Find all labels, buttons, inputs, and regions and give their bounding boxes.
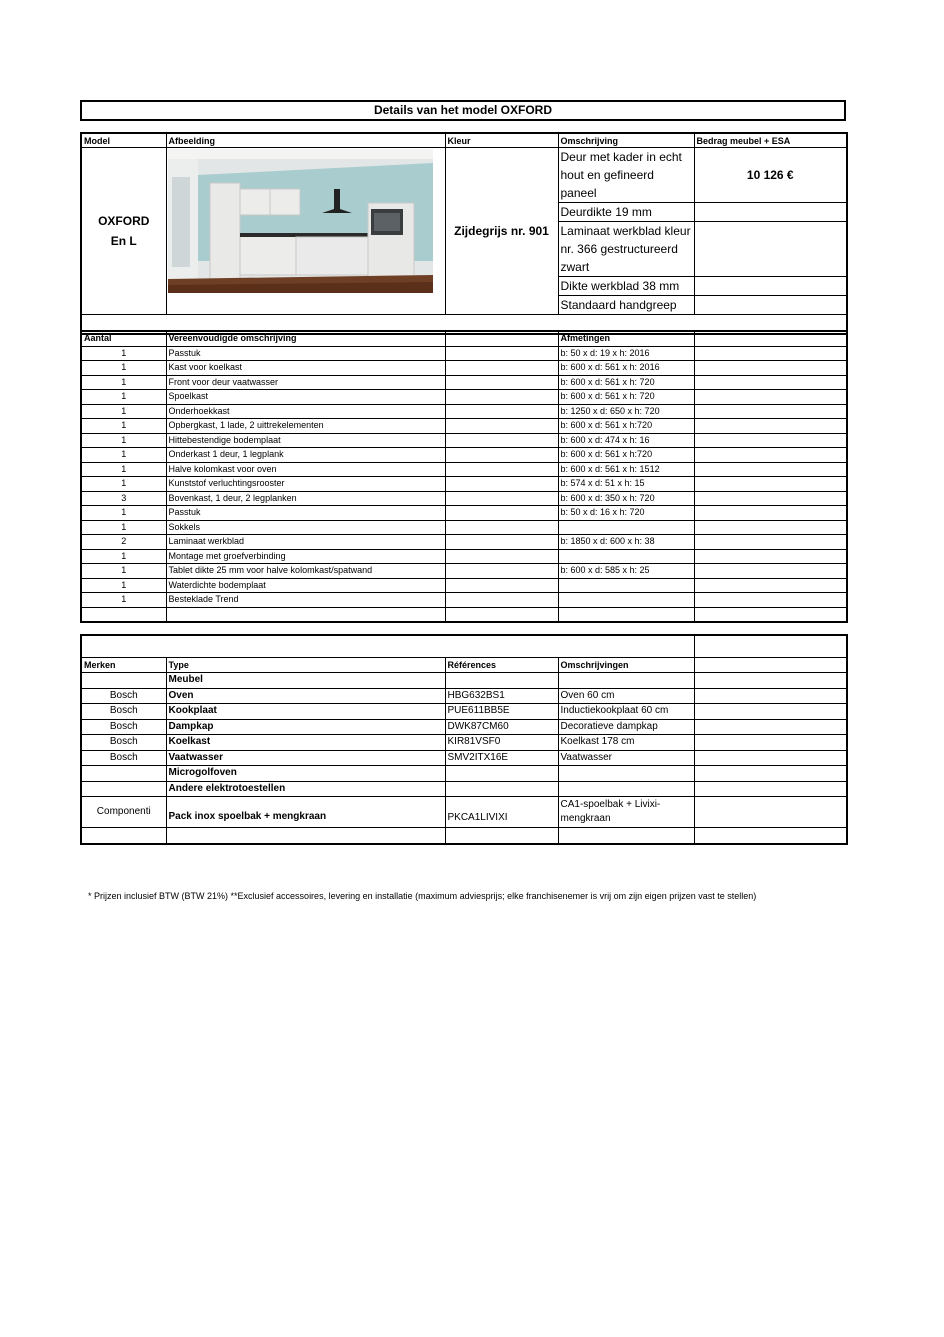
empty-cell: [694, 704, 847, 720]
item-dimensions: b: 574 x d: 51 x h: 15: [558, 477, 694, 492]
empty-cell: [445, 361, 558, 376]
item-dimensions: [558, 593, 694, 608]
empty-cell: [694, 564, 847, 579]
component-description-line: mengkraan: [560, 813, 611, 824]
footnote: * Prijzen inclusief BTW (BTW 21%) **Exclusief accessoires, levering en installatie (maximum adviesprijs; elke franchisenemer is vrij om zijn eigen prijzen vast te stellen): [88, 891, 757, 901]
empty-cell: [445, 564, 558, 579]
empty-cell: [694, 361, 847, 376]
header-model: Model: [81, 133, 166, 148]
table-row: [81, 419, 847, 434]
empty-cell: [445, 491, 558, 506]
table-row: [81, 361, 847, 376]
table-row: [81, 607, 847, 622]
empty-cell: [694, 593, 847, 608]
description-door: Deur met kader in echt hout en gefineerd paneel: [558, 148, 694, 203]
empty-cell: [445, 433, 558, 448]
item-quantity: 1: [81, 375, 166, 390]
item-description: Bovenkast, 1 deur, 2 legplanken: [166, 491, 445, 506]
empty-cell: [445, 535, 558, 550]
empty-cell: [694, 688, 847, 704]
item-description: Montage met groefverbinding: [166, 549, 445, 564]
price-cell: 10 126 €: [694, 148, 847, 203]
appliance-reference: PUE611BB5E: [445, 704, 558, 720]
appliance-type: Vaatwasser: [166, 750, 445, 766]
item-dimensions: b: 600 x d: 474 x h: 16: [558, 433, 694, 448]
empty-cell: [445, 593, 558, 608]
item-dimensions: b: 50 x d: 19 x h: 2016: [558, 346, 694, 361]
appliance-description: Inductiekookplaat 60 cm: [558, 704, 694, 720]
empty-cell: [694, 419, 847, 434]
item-quantity: 2: [81, 535, 166, 550]
item-dimensions: [558, 578, 694, 593]
header-empty: [694, 331, 847, 346]
empty-cell: [445, 828, 558, 844]
empty-cell: [694, 506, 847, 521]
table-row: [81, 781, 847, 797]
header-simplified-description: Vereenvoudigde omschrijving: [166, 331, 445, 346]
appliance-type: Kookplaat: [166, 704, 445, 720]
color-cell: Zijdegrijs nr. 901: [445, 148, 558, 315]
item-description: Hittebestendige bodemplaat: [166, 433, 445, 448]
item-description: Onderhoekkast: [166, 404, 445, 419]
table-row: [81, 491, 847, 506]
table-row: [81, 448, 847, 463]
component-reference: PKCA1LIVIXI: [445, 797, 558, 828]
item-description: Spoelkast: [166, 390, 445, 405]
header-references: Références: [445, 657, 558, 673]
item-description: Passtuk: [166, 346, 445, 361]
table-row: [81, 477, 847, 492]
empty-cell: [694, 549, 847, 564]
empty-cell: [445, 404, 558, 419]
empty-cell: [694, 375, 847, 390]
header-price: Bedrag meubel + ESA: [694, 133, 847, 148]
model-name: OXFORD: [98, 214, 150, 228]
appliance-brand: Bosch: [81, 750, 166, 766]
appliance-type: Microgolfoven: [166, 766, 445, 782]
item-quantity: 1: [81, 419, 166, 434]
empty-cell: [81, 828, 166, 844]
table-row: [81, 390, 847, 405]
item-description: Onderkast 1 deur, 1 legplank: [166, 448, 445, 463]
empty-cell: [694, 448, 847, 463]
empty-cell: [694, 404, 847, 419]
model-name-cell: [81, 148, 166, 315]
appliances-table: [80, 634, 848, 845]
appliance-type: Dampkap: [166, 719, 445, 735]
item-description: Besteklade Trend: [166, 593, 445, 608]
empty-cell: [445, 607, 558, 622]
item-dimensions: b: 600 x d: 561 x h: 720: [558, 375, 694, 390]
empty-cell: [694, 462, 847, 477]
item-description: Halve kolomkast voor oven: [166, 462, 445, 477]
table-row: [81, 719, 847, 735]
appliance-reference: [445, 781, 558, 797]
empty-cell: [694, 635, 847, 657]
header-descriptions: Omschrijvingen: [558, 657, 694, 673]
empty-cell: [694, 578, 847, 593]
item-description: Passtuk: [166, 506, 445, 521]
appliance-description: [558, 673, 694, 689]
empty-cell: [694, 477, 847, 492]
header-dimensions: Afmetingen: [558, 331, 694, 346]
appliance-type: Meubel: [166, 673, 445, 689]
item-dimensions: b: 600 x d: 561 x h: 720: [558, 390, 694, 405]
table-row: [81, 704, 847, 720]
appliance-description: Koelkast 178 cm: [558, 735, 694, 751]
appliance-brand: Bosch: [81, 704, 166, 720]
empty-cell: [445, 477, 558, 492]
empty-cell: [445, 520, 558, 535]
empty-cell: [694, 797, 847, 828]
empty-cell: [694, 673, 847, 689]
empty-cell: [445, 578, 558, 593]
table-row: [81, 549, 847, 564]
empty-cell: [694, 750, 847, 766]
appliance-reference: HBG632BS1: [445, 688, 558, 704]
empty-cell: [694, 535, 847, 550]
description-worktop: Laminaat werkblad kleur nr. 366 gestructureerd zwart: [558, 222, 694, 277]
table-row: [81, 578, 847, 593]
item-dimensions: b: 600 x d: 585 x h: 25: [558, 564, 694, 579]
item-description: [166, 607, 445, 622]
appliance-description: Oven 60 cm: [558, 688, 694, 704]
table-row: [81, 564, 847, 579]
component-description-line: CA1-spoelbak + Livixi-: [560, 799, 661, 810]
header-empty: [694, 657, 847, 673]
empty-cell: [694, 607, 847, 622]
item-dimensions: b: 1850 x d: 600 x h: 38: [558, 535, 694, 550]
header-brands: Merken: [81, 657, 166, 673]
item-quantity: 1: [81, 390, 166, 405]
item-dimensions: [558, 607, 694, 622]
header-image: Afbeelding: [166, 133, 445, 148]
appliance-brand: [81, 766, 166, 782]
appliance-brand: Bosch: [81, 719, 166, 735]
empty-cell: [166, 828, 445, 844]
item-quantity: 1: [81, 404, 166, 419]
description-door-thickness: Deurdikte 19 mm: [558, 203, 694, 222]
item-dimensions: b: 1250 x d: 650 x h: 720: [558, 404, 694, 419]
item-description: Waterdichte bodemplaat: [166, 578, 445, 593]
item-description: Sokkels: [166, 520, 445, 535]
item-description: Laminaat werkblad: [166, 535, 445, 550]
item-quantity: 1: [81, 520, 166, 535]
table-row: [81, 506, 847, 521]
empty-cell: [445, 346, 558, 361]
item-description: Kast voor koelkast: [166, 361, 445, 376]
empty-cell: [694, 346, 847, 361]
header-color: Kleur: [445, 133, 558, 148]
item-dimensions: b: 600 x d: 561 x h:720: [558, 419, 694, 434]
page-title: Details van het model OXFORD: [80, 100, 846, 121]
empty-cell: [694, 222, 847, 277]
item-quantity: 1: [81, 578, 166, 593]
header-empty: [445, 331, 558, 346]
empty-cell: [445, 390, 558, 405]
appliance-description: [558, 766, 694, 782]
kitchen-image-cell: [166, 148, 445, 315]
table-row: [81, 735, 847, 751]
item-quantity: 1: [81, 462, 166, 477]
appliances-spacer: [81, 635, 694, 657]
item-quantity: 1: [81, 564, 166, 579]
empty-cell: [694, 520, 847, 535]
empty-cell: [694, 781, 847, 797]
appliance-type: Oven: [166, 688, 445, 704]
table-row: [81, 673, 847, 689]
kitchen-photo: [168, 149, 433, 293]
empty-cell: [694, 719, 847, 735]
empty-cell: [694, 277, 847, 296]
item-quantity: 1: [81, 477, 166, 492]
table-row: [81, 346, 847, 361]
item-dimensions: b: 600 x d: 561 x h: 1512: [558, 462, 694, 477]
item-dimensions: [558, 549, 694, 564]
item-quantity: 1: [81, 506, 166, 521]
header-description: Omschrijving: [558, 133, 694, 148]
table-row: [81, 520, 847, 535]
item-quantity: 1: [81, 433, 166, 448]
table-row: [81, 462, 847, 477]
item-description: Kunststof verluchtingsrooster: [166, 477, 445, 492]
empty-cell: [694, 433, 847, 448]
appliance-brand: Bosch: [81, 735, 166, 751]
item-quantity: [81, 607, 166, 622]
component-brand: Componenti: [81, 797, 166, 828]
empty-cell: [558, 828, 694, 844]
empty-cell: [694, 296, 847, 315]
table-row: [81, 535, 847, 550]
item-description: Front voor deur vaatwasser: [166, 375, 445, 390]
appliance-type: Koelkast: [166, 735, 445, 751]
component-description: [558, 797, 694, 828]
appliance-description: Decoratieve dampkap: [558, 719, 694, 735]
item-description: Opbergkast, 1 lade, 2 uittrekelementen: [166, 419, 445, 434]
table-row: [81, 375, 847, 390]
appliance-description: [558, 781, 694, 797]
appliance-reference: [445, 673, 558, 689]
item-quantity: 1: [81, 346, 166, 361]
item-dimensions: b: 600 x d: 561 x h: 2016: [558, 361, 694, 376]
empty-cell: [445, 375, 558, 390]
appliance-type: Andere elektrotoestellen: [166, 781, 445, 797]
item-dimensions: [558, 520, 694, 535]
empty-cell: [445, 448, 558, 463]
appliance-reference: SMV2ITX16E: [445, 750, 558, 766]
item-quantity: 3: [81, 491, 166, 506]
item-description: Tablet dikte 25 mm voor halve kolomkast/spatwand: [166, 564, 445, 579]
item-dimensions: b: 50 x d: 16 x h: 720: [558, 506, 694, 521]
empty-cell: [694, 766, 847, 782]
empty-cell: [694, 390, 847, 405]
appliance-reference: KIR81VSF0: [445, 735, 558, 751]
description-worktop-thickness: Dikte werkblad 38 mm: [558, 277, 694, 296]
empty-cell: [694, 491, 847, 506]
table-row: [81, 750, 847, 766]
table-row: [81, 766, 847, 782]
table-row: [81, 404, 847, 419]
empty-cell: [694, 735, 847, 751]
model-details-table: [80, 132, 848, 335]
item-dimensions: b: 600 x d: 350 x h: 720: [558, 491, 694, 506]
empty-cell: [445, 506, 558, 521]
items-table: [80, 330, 848, 623]
appliance-reference: [445, 766, 558, 782]
component-type: Pack inox spoelbak + mengkraan: [166, 797, 445, 828]
description-handle: Standaard handgreep: [558, 296, 694, 315]
appliance-reference: DWK87CM60: [445, 719, 558, 735]
header-quantity: Aantal: [81, 331, 166, 346]
appliance-brand: [81, 781, 166, 797]
item-quantity: 1: [81, 549, 166, 564]
empty-cell: [694, 828, 847, 844]
appliance-brand: [81, 673, 166, 689]
empty-cell: [445, 549, 558, 564]
model-variant: En L: [110, 234, 137, 248]
appliance-brand: Bosch: [81, 688, 166, 704]
item-quantity: 1: [81, 361, 166, 376]
header-type: Type: [166, 657, 445, 673]
empty-cell: [694, 203, 847, 222]
empty-cell: [445, 462, 558, 477]
appliance-description: Vaatwasser: [558, 750, 694, 766]
empty-cell: [445, 419, 558, 434]
item-quantity: 1: [81, 448, 166, 463]
item-dimensions: b: 600 x d: 561 x h:720: [558, 448, 694, 463]
item-quantity: 1: [81, 593, 166, 608]
table-row: [81, 433, 847, 448]
table-row: [81, 593, 847, 608]
table-row: [81, 688, 847, 704]
